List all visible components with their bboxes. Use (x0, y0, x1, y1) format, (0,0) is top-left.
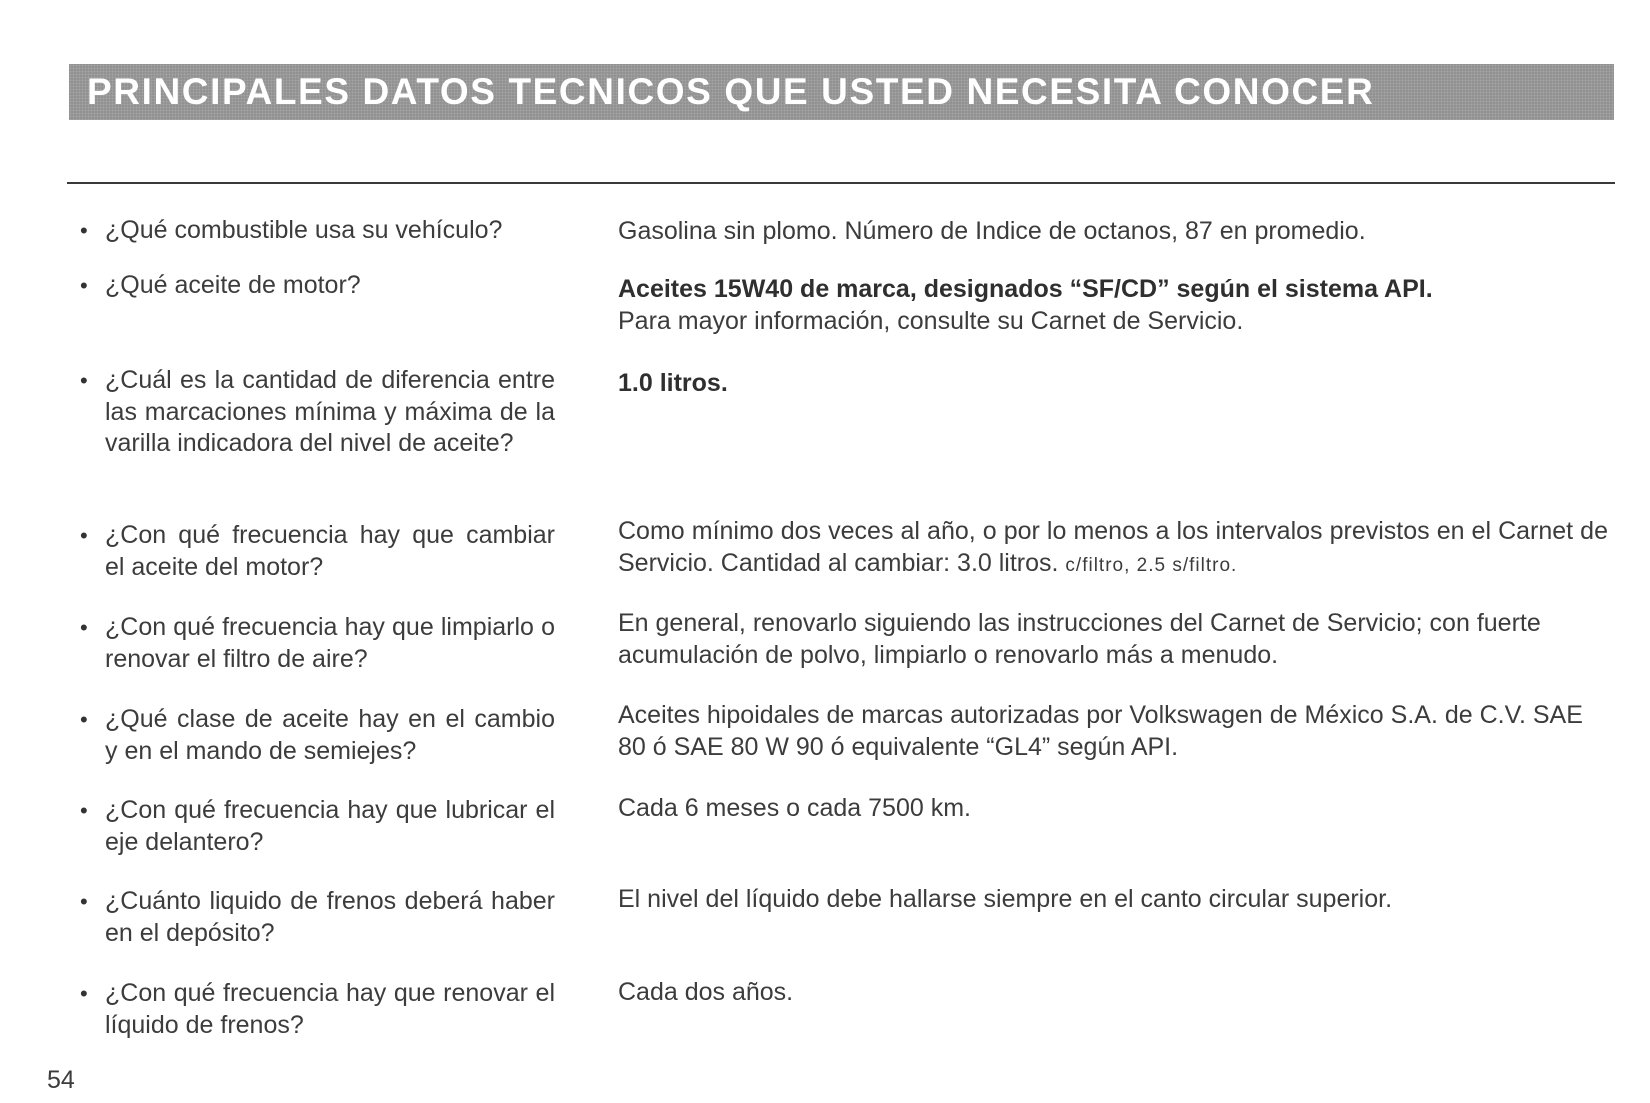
question-item (80, 704, 580, 767)
question-text: ¿Con qué frecuencia hay que limpiarlo o renovar el filtro de aire? (105, 613, 555, 673)
bullet-icon: • (80, 981, 88, 1006)
answer-text (618, 792, 1618, 824)
answer-text (618, 367, 1618, 399)
bullet-icon: • (80, 798, 88, 823)
question-item (80, 886, 580, 949)
page-number: 54 (47, 1066, 75, 1094)
answer-text (618, 215, 1618, 247)
answer-text (618, 515, 1608, 582)
answer-text (618, 883, 1618, 915)
bullet-icon: • (80, 615, 88, 640)
answer-line: El nivel del líquido debe hallarse siempre en el canto circular superior. (618, 885, 1393, 913)
answer-bold-line: 1.0 litros. (618, 369, 728, 397)
question-text: ¿Qué combustible usa su vehículo? (105, 216, 503, 244)
title-divider (67, 182, 1615, 184)
bullet-icon: • (80, 707, 88, 732)
answer-text (618, 699, 1608, 763)
answer-line: Cada 6 meses o cada 7500 km. (618, 794, 971, 822)
answer-text (618, 976, 1618, 1008)
bullet-icon: • (80, 368, 88, 393)
question-text: ¿Cuánto liquido de frenos deberá haber en el depósito? (105, 887, 555, 947)
question-item (80, 365, 580, 460)
answer-text (618, 273, 1618, 337)
page-title: PRINCIPALES DATOS TECNICOS QUE USTED NECESITA CONOCER (87, 71, 1375, 112)
title-banner (69, 64, 1614, 120)
question-item (80, 520, 580, 583)
answer-line: Para mayor información, consulte su Carnet de Servicio. (618, 307, 1244, 335)
answer-text (618, 607, 1608, 671)
question-item (80, 215, 580, 247)
answer-small-line: c/filtro, 2.5 s/filtro. (1065, 555, 1238, 576)
answer-bold-line: Aceites 15W40 de marca, designados “SF/CD” según el sistema API. (618, 275, 1433, 303)
answer-line: Gasolina sin plomo. Número de Indice de octanos, 87 en promedio. (618, 217, 1366, 245)
bullet-icon: • (80, 889, 88, 914)
question-text: ¿Con qué frecuencia hay que cambiar el aceite del motor? (105, 521, 555, 581)
question-text: ¿Con qué frecuencia hay que lubricar el eje delantero? (105, 796, 555, 856)
question-item (80, 978, 580, 1041)
question-text: ¿Cuál es la cantidad de diferencia entre las marcaciones mínima y máxima de la varilla indicadora del nivel de aceite? (105, 366, 555, 457)
question-text: ¿Con qué frecuencia hay que renovar el líquido de frenos? (105, 979, 555, 1039)
question-text: ¿Qué aceite de motor? (105, 271, 361, 299)
question-item (80, 612, 580, 675)
answer-line: En general, renovarlo siguiendo las instrucciones del Carnet de Servicio; con fuerte acumulación de polvo, limpiarlo o renovarlo más a menudo. (618, 609, 1541, 669)
bullet-icon: • (80, 523, 88, 548)
answer-line: Cada dos años. (618, 978, 794, 1006)
question-text: ¿Qué clase de aceite hay en el cambio y en el mando de semiejes? (105, 705, 555, 765)
question-item (80, 270, 580, 302)
bullet-icon: • (80, 218, 88, 243)
answer-line: Como mínimo dos veces al año, o por lo menos a los intervalos previstos en el Carnet de Servicio. Cantidad al cambiar: 3.0 litros. (618, 517, 1608, 577)
question-item (80, 795, 580, 858)
bullet-icon: • (80, 273, 88, 298)
answer-line: Aceites hipoidales de marcas autorizadas por Volkswagen de México S.A. de C.V. SAE 80 ó SAE 80 W 90 ó equivalente “GL4” según API. (618, 701, 1583, 761)
